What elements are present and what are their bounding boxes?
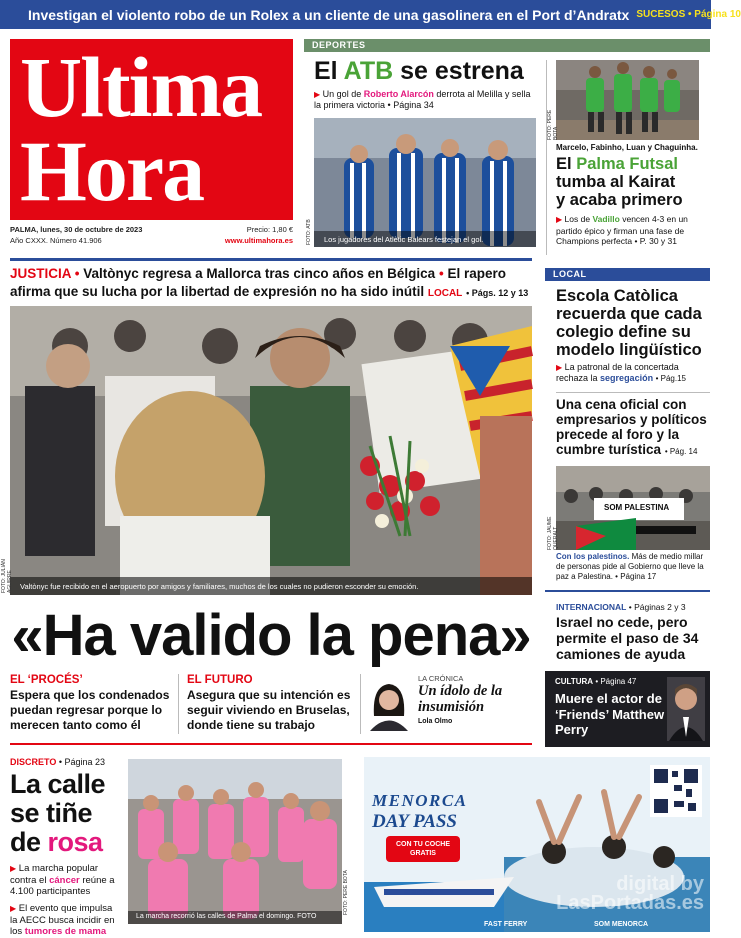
futsal-text-post: vencen 4-3 en un partido épico y firman una fase de Champions perfecta <box>556 214 688 246</box>
bullet-icon: • <box>438 266 444 281</box>
cronica-label: LA CRÓNICA <box>418 674 464 683</box>
rule-blue <box>545 590 710 592</box>
ad-title-2: DAY PASS <box>372 811 457 832</box>
discreto-h3-key: rosa <box>47 827 103 857</box>
futsal-h1-pre: El <box>556 155 572 173</box>
futsal-caption: Marcelo, Fabinho, Luan y Chaguinha. <box>556 143 698 152</box>
futsal-h1-team: Palma Futsal <box>576 155 678 173</box>
palestine-protest-photo[interactable] <box>556 466 710 550</box>
issue-number: Año CXXX. Número 41.906 <box>10 236 102 245</box>
top-banner-headline: Investigan el violento robo de un Rolex a un cliente de una gasolinera en el Port d’Andratx <box>28 6 630 23</box>
col-proces-text: Espera que los condenados puedan regresar porque lo merecen tanto como él <box>10 688 170 732</box>
justicia-label: JUSTICIA <box>10 266 72 281</box>
col-futuro-text: Asegura que su intención es seguir viviendo en Bruselas, donde tiene su trabajo <box>187 688 351 732</box>
futsal-text-coach: Vadillo <box>592 214 620 224</box>
futsal-headline[interactable] <box>556 156 710 209</box>
discreto-bullet-1 <box>10 863 122 898</box>
top-banner-tag: SUCESOS • Página 10 <box>636 9 741 20</box>
palestine-summary <box>556 552 710 582</box>
futsal-page: • P. 30 y 31 <box>634 236 677 246</box>
sports-headline-post: se estrena <box>400 57 524 85</box>
logo-line-1: Ultima <box>20 39 262 135</box>
local-summary-1-page: • Pág.15 <box>655 374 686 383</box>
discreto-b2-key: tumores de mama <box>24 926 107 937</box>
ad-footer-1: FAST FERRY <box>484 921 528 928</box>
menorca-day-pass-ad[interactable] <box>364 757 710 932</box>
col-proces-label: EL ‘PROCÉS’ <box>10 674 83 686</box>
sports-text-page: • Página 34 <box>387 100 434 110</box>
local-headline-2-page: • Pág. 14 <box>664 447 698 456</box>
discreto-b2-pre: El evento que impulsa la AECC busca incidir en los <box>10 903 115 937</box>
column-divider <box>360 674 361 734</box>
palestine-photo-credit: FOTO: JAUME QUERALT <box>547 516 559 550</box>
futsal-photo-art <box>556 60 699 140</box>
palestine-banner-text: SOM PALESTINA <box>604 503 670 512</box>
ad-badge-1: CON TU COCHE <box>395 841 451 848</box>
bullet-icon: • <box>74 266 80 281</box>
internacional-pages: • Páginas 2 y 3 <box>628 602 686 612</box>
sports-text-player: Roberto Alarcón <box>363 89 434 99</box>
divider <box>556 392 710 393</box>
valtonyc-photo-credit: FOTO: JULIÁN AGUIRRE <box>1 559 13 593</box>
pink-march-photo-credit: FOTO: PERE BOTA <box>343 870 349 915</box>
atb-celebration-photo[interactable] <box>314 118 536 247</box>
discreto-h1: La calle <box>10 769 106 799</box>
columnist-portrait <box>366 676 412 731</box>
local-summary-1-pre: La patronal de la concertada rechaza la <box>556 362 679 383</box>
cultura-page: • Página 47 <box>595 677 637 686</box>
cultura-box[interactable] <box>545 671 710 747</box>
triangle-bullet-icon: ▶ <box>10 864 17 873</box>
futsal-text-pre: Los de <box>564 214 591 224</box>
actor-portrait-art <box>667 677 705 741</box>
pink-march-photo-art <box>128 759 342 924</box>
columnist-portrait-art <box>366 676 412 731</box>
justicia-text-2: El rapero afirma que su lucha por la libertad de expresión no ha sido inútil <box>10 266 506 299</box>
dateline <box>10 224 293 246</box>
local-headline-2-text: Una cena oficial con empresarios y políticos precede al foro y la cumbre turística <box>556 397 707 457</box>
ad-ship-name: menorca <box>404 889 434 896</box>
masthead-logo[interactable] <box>10 39 293 220</box>
sports-headline[interactable] <box>314 58 524 85</box>
column-divider <box>178 674 179 734</box>
justicia-section: LOCAL <box>427 288 463 299</box>
discreto-label: DISCRETO <box>10 757 57 767</box>
discreto-b1-pre: La marcha popular contra el <box>10 863 99 886</box>
logo-line-2: Hora <box>20 123 204 219</box>
sports-summary <box>314 89 536 111</box>
futsal-photo-credit: FOTO: PERE BOTA <box>547 109 559 140</box>
justicia-pages: • Págs. 12 y 13 <box>466 288 529 298</box>
pink-march-photo[interactable] <box>128 759 342 924</box>
discreto-h2: se tiñe <box>10 798 93 828</box>
col-proces[interactable] <box>10 674 175 733</box>
atb-photo-credit: FOTO: ATB <box>306 219 312 245</box>
place-date: PALMA, lunes, 30 de octubre de 2023 <box>10 225 143 234</box>
local-headline-2[interactable] <box>556 397 710 459</box>
justicia-summary[interactable] <box>10 265 532 303</box>
discreto-headline[interactable] <box>10 770 125 857</box>
justicia-text-1: Valtònyc regresa a Mallorca tras cinco años en Bélgica <box>83 266 436 281</box>
palestine-summary-page: • Página 17 <box>615 572 657 581</box>
discreto-b1-key: cáncer <box>49 874 80 886</box>
ad-footer-2: SOM MENORCA <box>594 921 649 928</box>
triangle-bullet-icon: ▶ <box>556 215 563 224</box>
valtonyc-photo-caption: Valtònyc fue recibido en el aeropuerto por amigos y familiares, muchos de los cuales no pudieron esconder su emoción. <box>20 582 419 591</box>
rule-top <box>10 258 532 261</box>
local-headline-1[interactable]: Escola Catòlica recuerda que cada colegio define su modelo lingüístico <box>556 287 702 359</box>
col-futuro-label: EL FUTURO <box>187 674 253 686</box>
discreto-page: • Página 23 <box>58 757 106 767</box>
rule-red <box>10 743 532 745</box>
main-quote-headline[interactable]: «Ha valido la pena» <box>11 603 531 668</box>
internacional-kicker <box>556 602 686 612</box>
discreto-kicker <box>10 757 105 767</box>
futsal-h2: tumba al Kairat <box>556 172 676 191</box>
sports-headline-pre: El <box>314 57 338 85</box>
sports-headline-team: ATB <box>343 57 394 85</box>
cronica-author: Lola Olmo <box>418 718 453 725</box>
palestine-summary-text: Más de medio millar de personas pide al Gobierno que lleve la paz a Palestina. <box>556 552 704 581</box>
atb-photo-art <box>314 118 536 247</box>
internacional-label: INTERNACIONAL <box>556 602 627 612</box>
sports-text-post: derrota al Melilla y sella la primera victoria <box>314 89 531 110</box>
discreto-h3-pre: de <box>10 827 41 857</box>
section-label: LOCAL <box>553 269 587 279</box>
futsal-summary <box>556 214 708 247</box>
price: Precio: 1,80 € <box>246 225 293 234</box>
actor-portrait <box>667 677 705 741</box>
ad-title-1: MENORCA <box>372 791 468 810</box>
ad-badge-2: GRATIS <box>410 850 436 857</box>
atb-photo-caption: Los jugadores del Atlètic Balears festejan el gol. <box>324 235 484 244</box>
valtonyc-photo-art <box>10 306 532 595</box>
triangle-bullet-icon: ▶ <box>556 363 563 372</box>
cultura-kicker <box>555 677 636 686</box>
pink-march-caption: La marcha recorrió las calles de Palma el domingo. FOTO <box>136 913 317 920</box>
internacional-headline[interactable]: Israel no cede, pero permite el paso de 34 camiones de ayuda <box>556 614 699 662</box>
top-banner[interactable] <box>0 0 741 29</box>
sports-text-pre: Un gol de <box>322 89 362 99</box>
col-futuro[interactable] <box>187 674 357 733</box>
section-label: DEPORTES <box>312 40 366 50</box>
discreto-bullet-2 <box>10 903 122 937</box>
local-summary-1 <box>556 362 710 384</box>
website[interactable]: www.ultimahora.es <box>224 236 293 245</box>
local-summary-1-key: segregación <box>600 373 654 383</box>
column-divider <box>546 60 547 255</box>
discreto-b1-post: reúne a 4.100 participantes <box>10 874 115 897</box>
cultura-label: CULTURA <box>555 677 594 686</box>
futsal-photo[interactable] <box>556 60 699 140</box>
triangle-bullet-icon: ▶ <box>10 904 17 913</box>
watermark: digital by LasPortadas.es <box>556 873 704 914</box>
cronica-title: Un ídolo de la insumisión <box>418 683 503 715</box>
valtonyc-airport-photo[interactable] <box>10 306 532 595</box>
triangle-bullet-icon: ▶ <box>314 90 321 99</box>
futsal-h3: y acaba primero <box>556 190 683 209</box>
section-bar-local <box>545 268 710 281</box>
section-bar-deportes <box>304 39 710 52</box>
ad-badge <box>386 836 460 862</box>
cronica-block[interactable] <box>418 674 533 725</box>
palestine-summary-key: Con los palestinos. <box>556 552 630 561</box>
cultura-headline: Muere el actor de ‘Friends’ Matthew Perry <box>555 691 665 737</box>
